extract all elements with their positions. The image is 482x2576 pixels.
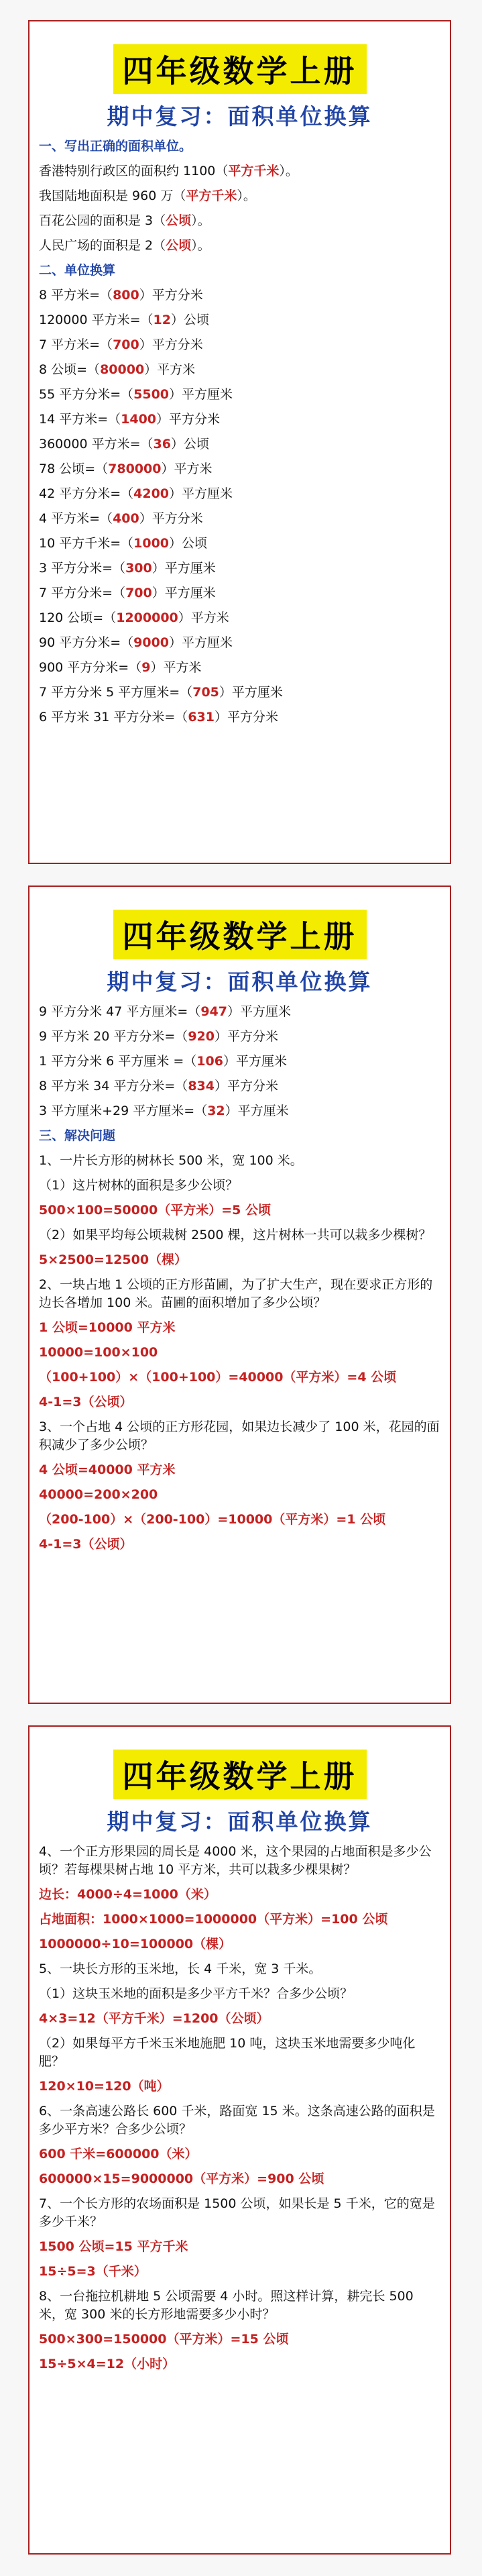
answer-fill: 800 — [113, 288, 139, 303]
text-segment: 7 平方米=（ — [39, 337, 113, 352]
text-segment: ）平方厘米 — [225, 1104, 289, 1118]
text-segment: ）平方米 — [178, 610, 229, 625]
page-subtitle: 期中复习：面积单位换算 — [107, 1809, 373, 1835]
answer-fill: 32 — [207, 1104, 225, 1118]
question-line: 6、一条高速公路长 600 千米，路面宽 15 米。这条高速公路的面积是多少平方米？合多少公顷？ — [39, 2104, 435, 2137]
answer-fill: 9000 — [133, 635, 170, 650]
page-subtitle: 期中复习：面积单位换算 — [107, 103, 373, 129]
question-line: 2、一块占地 1 公顷的正方形苗圃，为了扩大生产，现在要求正方形的边长各增加 100 米。苗圃的面积增加了多少公顷？ — [39, 1277, 433, 1310]
question-line: 4、一个正方形果园的周长是 4000 米，这个果园的占地面积是多少公顷？若每棵果树占地 10 平方米，共可以栽多少棵果树？ — [39, 1844, 432, 1877]
text-segment: 1 平方分米 6 平方厘米 =（ — [39, 1054, 197, 1069]
text-segment: 3 平方厘米+29 平方厘米=（ — [39, 1104, 208, 1118]
answer-fill: 947 — [200, 1004, 227, 1019]
text-segment: 9 平方分米 47 平方厘米=（ — [39, 1004, 201, 1019]
answer-fill: 平方千米 — [228, 164, 280, 178]
answer-line: 1000000÷10=100000（棵） — [39, 1937, 232, 1951]
question-line — [39, 311, 440, 329]
question-line — [39, 485, 440, 503]
answer-fill: 1200000 — [116, 610, 178, 625]
question-line — [39, 460, 440, 478]
question-line — [39, 559, 440, 578]
text-segment: 8 平方米=（ — [39, 288, 113, 303]
page-title: 四年级数学上册 — [113, 910, 367, 959]
question-line — [39, 386, 440, 404]
text-segment: 香港特别行政区的面积约 1100（ — [39, 164, 229, 178]
answer-fill: 平方千米 — [186, 189, 237, 203]
answer-line: 10000=100×100 — [39, 1345, 158, 1360]
answer-line: 500×300=150000（平方米）=15 公顷 — [39, 2332, 289, 2347]
text-segment: ）平方分米 — [139, 288, 203, 303]
text-segment: ）平方厘米 — [152, 586, 216, 600]
text-segment: ）公顷 — [170, 437, 209, 451]
answer-line: 1500 公顷=15 平方千米 — [39, 2239, 188, 2254]
answer-fill: 400 — [113, 511, 139, 526]
question-line: 8、一台拖拉机耕地 5 公顷需要 4 小时。照这样计算，耕完长 500 米，宽 300 米的长方形地需要多少小时？ — [39, 2289, 418, 2322]
title-banner — [39, 44, 440, 94]
text-segment: 90 平方分米=（ — [39, 635, 134, 650]
answer-line: 4-1=3（公顷） — [39, 1395, 133, 1409]
answer-line: 边长：4000÷4=1000（米） — [39, 1887, 217, 1902]
text-segment: ）。 — [279, 164, 298, 178]
answer-line: 1 公顷=10000 平方米 — [39, 1320, 176, 1335]
section-heading: 二、单位换算 — [39, 263, 116, 278]
answer-line: 15÷5=3（千米） — [39, 2264, 147, 2279]
answer-fill: 9 — [141, 660, 151, 675]
question-line — [39, 634, 440, 652]
answer-fill: 公顷 — [166, 213, 192, 228]
text-segment: ）。 — [237, 189, 256, 203]
section-heading: 三、解决问题 — [39, 1128, 116, 1143]
page-title: 四年级数学上册 — [113, 1750, 367, 1799]
question-line — [39, 609, 440, 627]
question-line — [39, 584, 440, 602]
question-line — [39, 684, 440, 702]
text-segment: 我国陆地面积是 960 万（ — [39, 189, 186, 203]
answer-fill: 631 — [188, 710, 215, 724]
text-segment: 3 平方分米=（ — [39, 561, 126, 576]
question-line — [39, 659, 440, 677]
question-line — [39, 1028, 440, 1046]
answer-fill: 780000 — [108, 462, 162, 476]
answer-fill: 80000 — [100, 362, 145, 377]
answer-line: 600 千米=600000（米） — [39, 2147, 198, 2161]
question-line: 7、一个长方形的农场面积是 1500 公顷，如果长是 5 千米，它的宽是多少千米？ — [39, 2196, 435, 2229]
text-segment: ）公顷 — [169, 536, 208, 551]
text-segment: ）平方分米 — [214, 710, 278, 724]
question-line — [39, 361, 440, 379]
text-segment: 120000 平方米=（ — [39, 313, 154, 327]
text-segment: ）平方分米 — [139, 337, 203, 352]
page-title: 四年级数学上册 — [113, 44, 367, 94]
answer-line: 4-1=3（公顷） — [39, 1537, 133, 1552]
question-line — [39, 237, 440, 255]
question-line: 1、一片长方形的树林长 500 米，宽 100 米。 — [39, 1153, 303, 1168]
answer-line: 4 公顷=40000 平方米 — [39, 1462, 176, 1477]
question-line — [39, 708, 440, 727]
title-banner — [39, 910, 440, 959]
content-lines — [39, 138, 440, 727]
text-segment: ）平方厘米 — [169, 635, 233, 650]
worksheet-page-3 — [28, 1725, 451, 2555]
answer-fill: 300 — [125, 561, 152, 576]
answer-fill: 705 — [192, 685, 219, 700]
text-segment: 8 公顷=（ — [39, 362, 101, 377]
answer-line: 占地面积：1000×1000=1000000（平方米）=100 公顷 — [39, 1912, 388, 1927]
text-segment: ）平方厘米 — [227, 1004, 291, 1019]
content-lines — [39, 1003, 440, 1554]
text-segment: 7 平方分米=（ — [39, 586, 126, 600]
text-segment: ）平方厘米 — [219, 685, 283, 700]
question-line — [39, 435, 440, 453]
text-segment: ）平方米 — [150, 660, 202, 675]
question-line: （1）这片树林的面积是多少公顷？ — [39, 1178, 239, 1193]
answer-line: 40000=200×200 — [39, 1487, 158, 1502]
question-line — [39, 411, 440, 429]
text-segment: ）平方厘米 — [169, 486, 233, 501]
text-segment: 4 平方米=（ — [39, 511, 113, 526]
text-segment: 6 平方米 31 平方分米=（ — [39, 710, 188, 724]
answer-fill: 4200 — [133, 486, 170, 501]
text-segment: ）公顷 — [170, 313, 209, 327]
answer-fill: 12 — [153, 313, 171, 327]
text-segment: ）平方厘米 — [152, 561, 216, 576]
question-line: （2）如果平均每公顷栽树 2500 棵，这片树林一共可以栽多少棵树？ — [39, 1228, 432, 1242]
answer-fill: 公顷 — [166, 238, 192, 253]
answer-line: （200-100）×（200-100）=10000（平方米）=1 公顷 — [39, 1512, 386, 1527]
text-segment: 8 平方米 34 平方分米=（ — [39, 1079, 188, 1093]
answer-line: 120×10=120（吨） — [39, 2079, 170, 2094]
text-segment: ）平方厘米 — [169, 387, 233, 402]
answer-fill: 920 — [188, 1029, 215, 1044]
text-segment: 人民广场的面积是 2（ — [39, 238, 166, 253]
answer-fill: 700 — [113, 337, 139, 352]
text-segment: ）平方厘米 — [223, 1054, 287, 1069]
question-line — [39, 212, 440, 230]
answer-fill: 106 — [196, 1054, 223, 1069]
worksheet-page-2 — [28, 885, 451, 1704]
answer-fill: 1000 — [133, 536, 170, 551]
text-segment: ）平方分米 — [139, 511, 203, 526]
answer-line: 500×100=50000（平方米）=5 公顷 — [39, 1203, 272, 1218]
text-segment: 55 平方分米=（ — [39, 387, 134, 402]
text-segment: 10 平方千米=（ — [39, 536, 134, 551]
question-line — [39, 1102, 440, 1120]
text-segment: ）平方分米 — [156, 412, 221, 427]
answer-fill: 834 — [188, 1079, 215, 1093]
question-line: 5、一块长方形的玉米地，长 4 千米，宽 3 千米。 — [39, 1962, 322, 1976]
text-segment: 14 平方米=（ — [39, 412, 121, 427]
answer-fill: 5500 — [133, 387, 170, 402]
text-segment: 42 平方分米=（ — [39, 486, 134, 501]
text-segment: 78 公顷=（ — [39, 462, 109, 476]
question-line: （2）如果每平方千米玉米地施肥 10 吨，这块玉米地需要多少吨化肥？ — [39, 2036, 416, 2069]
text-segment: 9 平方米 20 平方分米=（ — [39, 1029, 188, 1044]
answer-line: （100+100）×（100+100）=40000（平方米）=4 公顷 — [39, 1370, 397, 1385]
question-line — [39, 1077, 440, 1095]
text-segment: 900 平方分米=（ — [39, 660, 142, 675]
question-line — [39, 535, 440, 553]
text-segment: ）平方米 — [144, 362, 196, 377]
answer-line: 4×3=12（平方千米）=1200（公顷） — [39, 2011, 269, 2026]
text-segment: ）平方米 — [161, 462, 213, 476]
question-line — [39, 187, 440, 205]
text-segment: 百花公园的面积是 3（ — [39, 213, 166, 228]
worksheet-page-1 — [28, 20, 451, 864]
text-segment: ）平方分米 — [214, 1029, 278, 1044]
content-lines — [39, 1843, 440, 2373]
page-subtitle: 期中复习：面积单位换算 — [107, 969, 373, 995]
title-banner — [39, 1750, 440, 1799]
answer-fill: 700 — [125, 586, 152, 600]
answer-fill: 1400 — [121, 412, 157, 427]
question-line: 3、一个占地 4 公顷的正方形花园，如果边长减少了 100 米，花园的面积减少了多少公顷？ — [39, 1419, 440, 1452]
question-line — [39, 1053, 440, 1071]
answer-line: 600000×15=9000000（平方米）=900 公顷 — [39, 2171, 324, 2186]
question-line — [39, 336, 440, 354]
question-line — [39, 286, 440, 305]
text-segment: 7 平方分米 5 平方厘米=（ — [39, 685, 193, 700]
question-line: （1）这块玉米地的面积是多少平方千米？合多少公顷？ — [39, 1986, 353, 2001]
question-line — [39, 510, 440, 528]
question-line — [39, 1003, 440, 1021]
text-segment: 360000 平方米=（ — [39, 437, 154, 451]
text-segment: 120 公顷=（ — [39, 610, 117, 625]
section-heading: 一、写出正确的面积单位。 — [39, 139, 192, 154]
answer-fill: 36 — [153, 437, 171, 451]
answer-line: 15÷5×4=12（小时） — [39, 2357, 176, 2371]
text-segment: ）平方分米 — [214, 1079, 278, 1093]
answer-line: 5×2500=12500（棵） — [39, 1252, 188, 1267]
text-segment: ）。 — [191, 213, 210, 228]
question-line — [39, 162, 440, 180]
text-segment: ）。 — [191, 238, 210, 253]
